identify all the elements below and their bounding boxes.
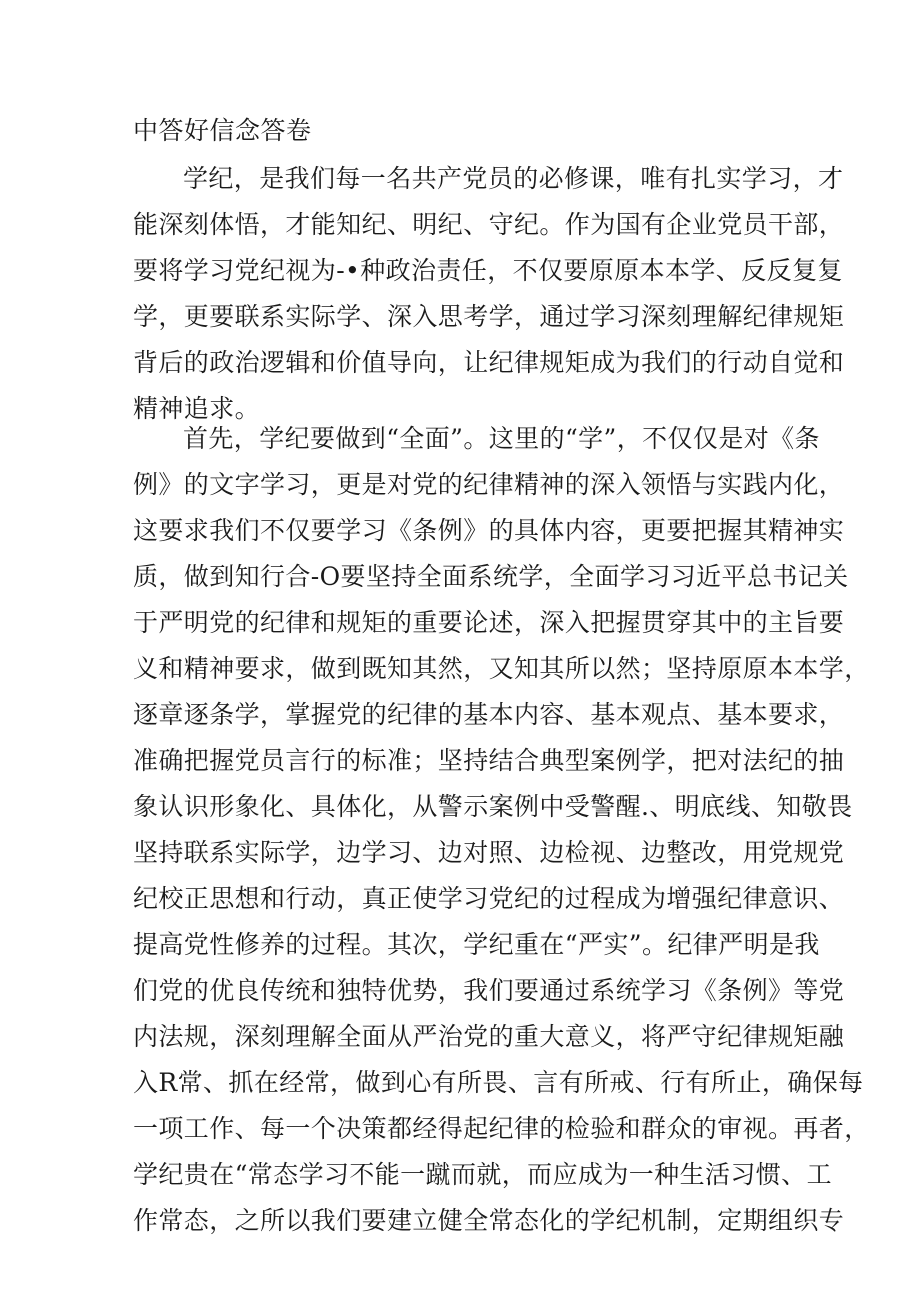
paragraph-line: 一项工作、每一个决策都经得起纪律的检验和群众的审视。再者， bbox=[133, 1114, 870, 1143]
paragraph-line: 入R常、抓在经常，做到心有所畏、言有所戒、行有所止，确保每 bbox=[133, 1068, 864, 1097]
paragraph-line: 学，更要联系实际学、深入思考学，通过学习深刻理解纪律规矩 bbox=[133, 302, 845, 331]
paragraph-line: 们党的优良传统和独特优势，我们要通过系统学习《条例》等党 bbox=[133, 976, 845, 1005]
paragraph-line: 义和精神要求，做到既知其然，又知其所以然；坚持原原本本学， bbox=[133, 654, 870, 683]
paragraph-line: 象认识形象化、具体化，从警示案例中受警醒.、明底线、知敬畏 bbox=[133, 792, 853, 821]
paragraph-line: 精神追求。 bbox=[133, 394, 261, 423]
paragraph-line: 坚持联系实际学，边学习、边对照、边检视、边整改，用党规党 bbox=[133, 838, 845, 867]
paragraph-line: 这要求我们不仅要学习《条例》的具体内容，更要把握其精神实 bbox=[133, 516, 845, 545]
paragraph-line: 纪校正思想和行动，真正使学习党纪的过程成为增强纪律意识、 bbox=[133, 884, 845, 913]
paragraph-line: 首先，学纪要做到“全面”。这里的“学”，不仅仅是对《条 bbox=[183, 424, 820, 453]
paragraph-line: 能深刻体悟，才能知纪、明纪、守纪。作为国有企业党员干部， bbox=[133, 210, 845, 239]
paragraph-line: 例》的文字学习，更是对党的纪律精神的深入领悟与实践内化， bbox=[133, 470, 845, 499]
paragraph-line: 学纪贵在“常态学习不能一蹴而就，而应成为一种生活习惯、工 bbox=[133, 1160, 832, 1189]
paragraph-line: 内法规，深刻理解全面从严治党的重大意义，将严守纪律规矩融 bbox=[133, 1022, 845, 1051]
paragraph-line: 要将学习党纪视为-•种政治责任，不仅要原原本本学、反反复复 bbox=[133, 256, 843, 285]
paragraph-line: 于严明党的纪律和规矩的重要论述，深入把握贯穿其中的主旨要 bbox=[133, 608, 845, 637]
paragraph-line: 逐章逐条学，掌握党的纪律的基本内容、基本观点、基本要求， bbox=[133, 700, 845, 729]
paragraph-line: 学纪，是我们每一名共产党员的必修课，唯有扎实学习，才 bbox=[183, 164, 844, 193]
paragraph-line: 准确把握党员言行的标准；坚持结合典型案例学，把对法纪的抽 bbox=[133, 746, 845, 775]
section-heading: 中答好信念答卷 bbox=[133, 116, 312, 145]
paragraph-line: 背后的政治逻辑和价值导向，让纪律规矩成为我们的行动自觉和 bbox=[133, 348, 845, 377]
paragraph-line: 作常态，之所以我们要建立健全常态化的学纪机制，定期组织专 bbox=[133, 1206, 845, 1235]
paragraph-2 bbox=[133, 416, 870, 1244]
paragraph-1 bbox=[133, 156, 845, 432]
paragraph-line: 质，做到知行合-O要坚持全面系统学，全面学习习近平总书记关 bbox=[133, 562, 849, 591]
paragraph-line: 提高党性修养的过程。其次，学纪重在“严实”。纪律严明是我 bbox=[133, 930, 820, 959]
